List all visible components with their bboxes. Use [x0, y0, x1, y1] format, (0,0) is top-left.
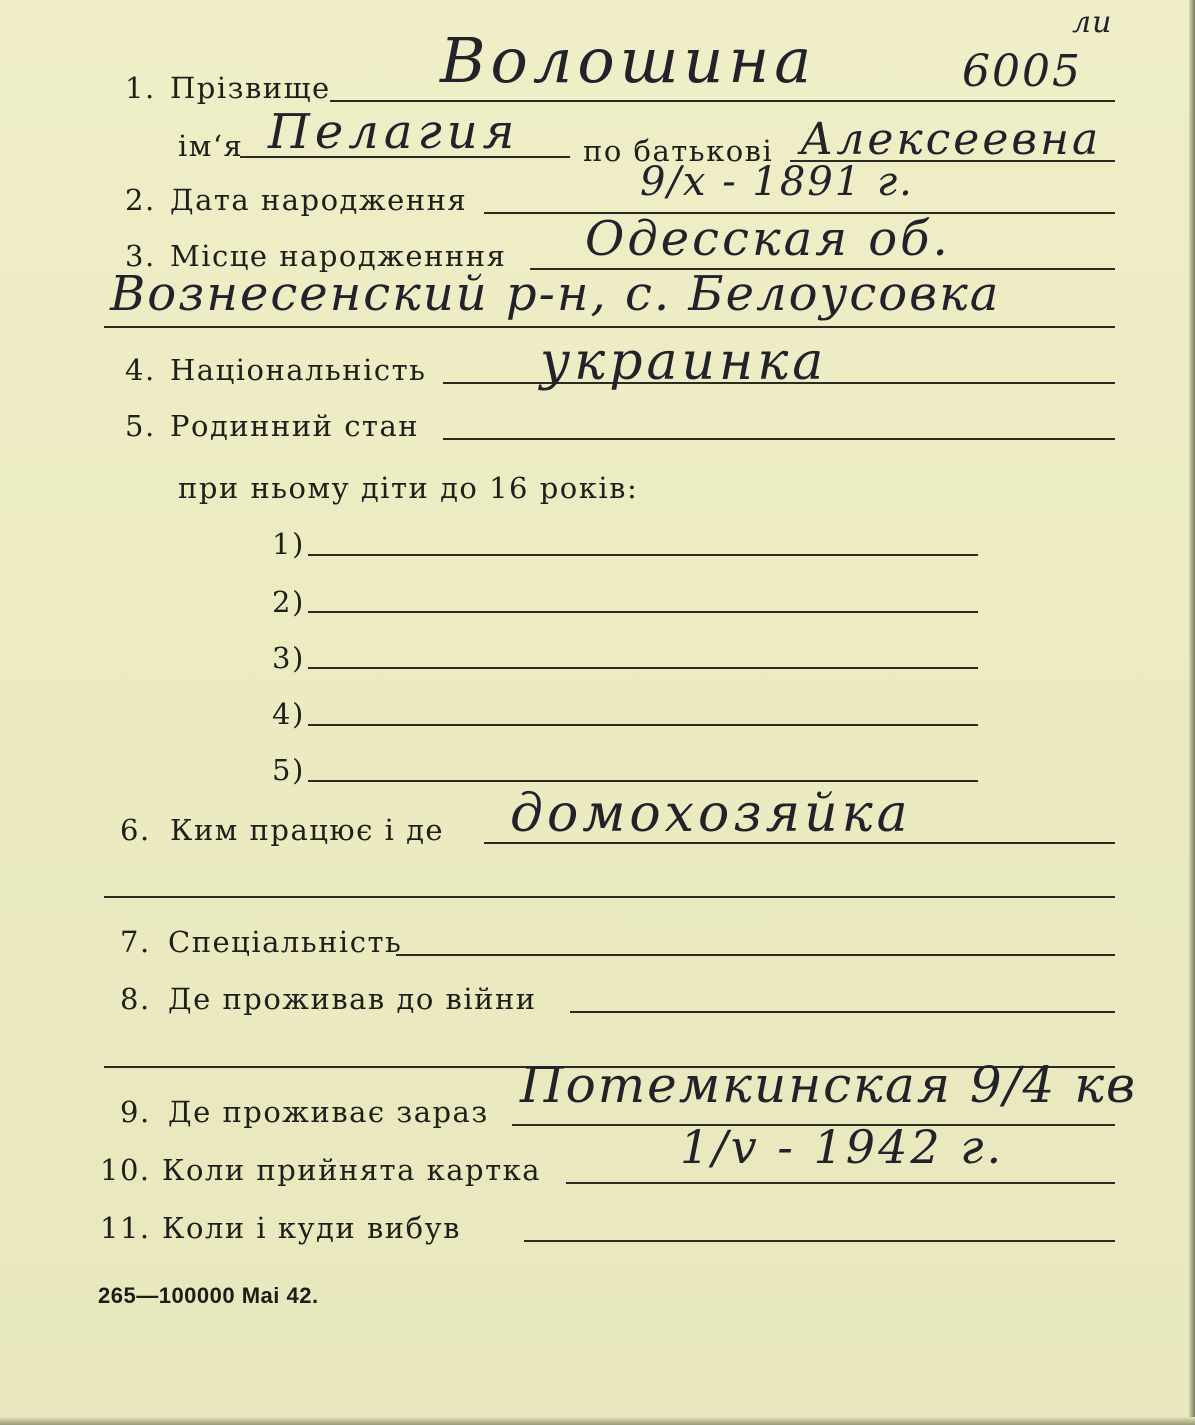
child-5-line [308, 780, 978, 782]
child-3-number: 3) [272, 641, 305, 675]
field-8-number: 8. [120, 982, 151, 1016]
current-residence-value: Потемкинская 9/4 кв [520, 1056, 1138, 1114]
birthplace-value-2: Вознесенский р-н, с. Белоусовка [110, 266, 1001, 322]
field-3-number: 3. [125, 239, 156, 273]
field-1-number: 1. [125, 71, 156, 105]
child-2-number: 2) [272, 585, 305, 619]
prewar-residence-label: Де проживав до війни [168, 982, 537, 1016]
surname-value: Волошина [440, 24, 817, 97]
card-number-value: 6005 [962, 46, 1082, 97]
departure-line [524, 1240, 1115, 1242]
marital-status-line [443, 438, 1115, 440]
birth-date-value: 9/x - 1891 г. [640, 159, 914, 205]
nationality-value: украинка [540, 332, 828, 392]
children-label: при ньому діти до 16 років: [178, 471, 639, 505]
child-5-number: 5) [272, 753, 305, 787]
departure-label: Коли і куди вибув [162, 1211, 461, 1245]
field-6-number: 6. [120, 813, 151, 847]
card-edge-bottom [0, 1417, 1195, 1425]
occupation-label: Ким працює і де [170, 813, 445, 847]
specialty-line [396, 954, 1115, 956]
surname-label: Прізвище [170, 71, 331, 105]
child-3-line [308, 667, 978, 669]
field-9-number: 9. [120, 1095, 151, 1129]
field-5-number: 5. [125, 409, 156, 443]
card-edge-right [1189, 0, 1195, 1425]
occupation-value: домохозяйка [510, 784, 912, 844]
patronymic-value: Алексеевна [800, 114, 1102, 165]
marital-status-label: Родинний стан [170, 409, 420, 443]
card-accepted-value: 1/v - 1942 г. [680, 1120, 1005, 1174]
child-4-line [308, 724, 978, 726]
child-4-number: 4) [272, 697, 305, 731]
prewar-residence-line-1 [570, 1011, 1115, 1013]
child-1-line [308, 554, 978, 556]
field-4-number: 4. [125, 353, 156, 387]
specialty-label: Спеціальність [168, 925, 403, 959]
birth-date-label: Дата народження [170, 183, 468, 217]
field-10-number: 10. [100, 1153, 151, 1187]
first-name-label: ім‘я [178, 129, 244, 163]
child-1-number: 1) [272, 527, 305, 561]
nationality-label: Національність [170, 353, 427, 387]
field-11-number: 11. [100, 1211, 151, 1245]
first-name-value: Пелагия [268, 104, 520, 160]
field-2-number: 2. [125, 183, 156, 217]
birthplace-line-2 [104, 326, 1115, 328]
card-accepted-label: Коли прийнята картка [162, 1153, 542, 1187]
patronymic-label: по батькові [583, 134, 774, 168]
current-residence-label: Де проживає зараз [168, 1095, 489, 1129]
field-7-number: 7. [120, 925, 151, 959]
surname-line [330, 100, 1115, 102]
print-code: 265—100000 Mai 42. [98, 1283, 319, 1308]
child-2-line [308, 611, 978, 613]
card-accepted-line [566, 1182, 1115, 1184]
card-number-suffix: ли [1072, 5, 1113, 40]
birthplace-value-1: Одесская об. [585, 211, 951, 267]
occupation-line-2 [104, 896, 1115, 898]
birthplace-label: Місце народженння [170, 239, 507, 273]
